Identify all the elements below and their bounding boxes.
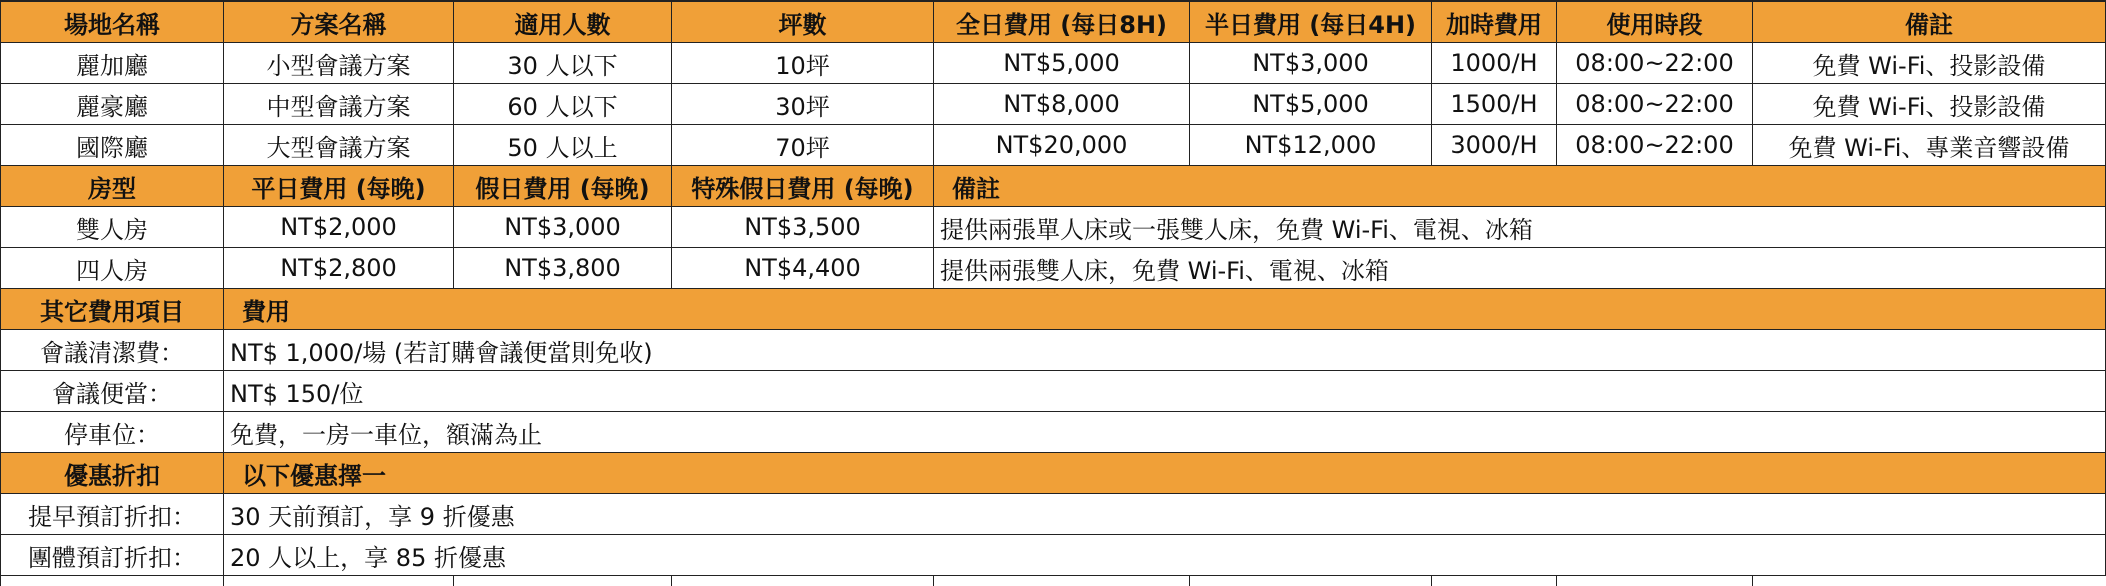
venue-header-cell[interactable]: 適用人數 — [454, 2, 672, 43]
rooms-cell[interactable]: NT$3,000 — [454, 207, 672, 248]
rooms-cell[interactable]: NT$3,500 — [672, 207, 934, 248]
discounts-cell[interactable]: 提早預訂折扣： — [0, 494, 224, 535]
rooms-header-cell[interactable]: 假日費用 (每晚) — [454, 166, 672, 207]
grid-stub — [454, 576, 672, 586]
discounts-row — [0, 494, 2106, 535]
rooms-cell[interactable]: 提供兩張雙人床，免費 Wi-Fi、電視、冰箱 — [934, 248, 2106, 289]
venue-row — [0, 43, 2106, 84]
grid-stub — [934, 576, 1190, 586]
other-fees-header-row — [0, 289, 2106, 330]
venue-header-row — [0, 2, 2106, 43]
venue-cell[interactable]: 08:00~22:00 — [1557, 84, 1753, 125]
rooms-cell[interactable]: NT$4,400 — [672, 248, 934, 289]
rooms-cell[interactable]: NT$2,000 — [224, 207, 454, 248]
venue-cell[interactable]: NT$5,000 — [934, 43, 1190, 84]
discounts-row — [0, 535, 2106, 576]
discounts-header-cell[interactable]: 優惠折扣 — [0, 453, 224, 494]
other-fees-cell[interactable]: 停車位： — [0, 412, 224, 453]
venue-header-cell[interactable]: 備註 — [1753, 2, 2106, 43]
venue-cell[interactable]: NT$12,000 — [1190, 125, 1432, 166]
other-fees-cell[interactable]: 會議便當： — [0, 371, 224, 412]
rooms-header-cell[interactable]: 房型 — [0, 166, 224, 207]
venue-row — [0, 84, 2106, 125]
discounts-cell[interactable]: 20 人以上，享 85 折優惠 — [224, 535, 2106, 576]
rooms-cell[interactable]: 雙人房 — [0, 207, 224, 248]
other-fees-header-cell[interactable]: 其它費用項目 — [0, 289, 224, 330]
rooms-header-row — [0, 166, 2106, 207]
rooms-cell[interactable]: 四人房 — [0, 248, 224, 289]
venue-header-cell[interactable]: 使用時段 — [1557, 2, 1753, 43]
venue-cell[interactable]: 60 人以下 — [454, 84, 672, 125]
rooms-header-cell[interactable]: 備註 — [934, 166, 2106, 207]
other-fees-cell[interactable]: NT$ 1,000/場 (若訂購會議便當則免收) — [224, 330, 2106, 371]
grid-stub — [0, 576, 224, 586]
venue-cell[interactable]: 中型會議方案 — [224, 84, 454, 125]
other-fees-cell[interactable]: NT$ 150/位 — [224, 371, 2106, 412]
rooms-cell[interactable]: NT$3,800 — [454, 248, 672, 289]
venue-cell[interactable]: NT$8,000 — [934, 84, 1190, 125]
grid-stub-row — [0, 576, 2106, 580]
venue-cell[interactable]: 08:00~22:00 — [1557, 125, 1753, 166]
grid-stub — [1190, 576, 1432, 586]
venue-cell[interactable]: 50 人以上 — [454, 125, 672, 166]
venue-cell[interactable]: 國際廳 — [0, 125, 224, 166]
venue-header-cell[interactable]: 場地名稱 — [0, 2, 224, 43]
other-fees-cell[interactable]: 會議清潔費： — [0, 330, 224, 371]
rooms-header-cell[interactable]: 平日費用 (每晚) — [224, 166, 454, 207]
other-fees-header-cell[interactable]: 費用 — [224, 289, 2106, 330]
venue-cell[interactable]: 免費 Wi-Fi、投影設備 — [1753, 84, 2106, 125]
venue-cell[interactable]: NT$20,000 — [934, 125, 1190, 166]
venue-cell[interactable]: 08:00~22:00 — [1557, 43, 1753, 84]
venue-cell[interactable]: 30坪 — [672, 84, 934, 125]
rooms-header-cell[interactable]: 特殊假日費用 (每晚) — [672, 166, 934, 207]
venue-cell[interactable]: NT$3,000 — [1190, 43, 1432, 84]
rooms-row — [0, 207, 2106, 248]
grid-stub — [224, 576, 454, 586]
venue-cell[interactable]: 大型會議方案 — [224, 125, 454, 166]
other-fees-row — [0, 330, 2106, 371]
other-fees-row — [0, 371, 2106, 412]
venue-header-cell[interactable]: 坪數 — [672, 2, 934, 43]
venue-header-cell[interactable]: 全日費用 (每日8H) — [934, 2, 1190, 43]
rooms-row — [0, 248, 2106, 289]
discounts-header-cell[interactable]: 以下優惠擇一 — [224, 453, 2106, 494]
venue-cell[interactable]: 1500/H — [1432, 84, 1557, 125]
venue-cell[interactable]: 10坪 — [672, 43, 934, 84]
venue-cell[interactable]: 70坪 — [672, 125, 934, 166]
venue-header-cell[interactable]: 方案名稱 — [224, 2, 454, 43]
venue-cell[interactable]: 麗豪廳 — [0, 84, 224, 125]
venue-cell[interactable]: NT$5,000 — [1190, 84, 1432, 125]
grid-stub — [1557, 576, 1753, 586]
discounts-cell[interactable]: 團體預訂折扣： — [0, 535, 224, 576]
venue-cell[interactable]: 免費 Wi-Fi、投影設備 — [1753, 43, 2106, 84]
grid-stub — [1432, 576, 1557, 586]
venue-header-cell[interactable]: 加時費用 — [1432, 2, 1557, 43]
grid-stub — [672, 576, 934, 586]
rooms-cell[interactable]: 提供兩張單人床或一張雙人床，免費 Wi-Fi、電視、冰箱 — [934, 207, 2106, 248]
venue-cell[interactable]: 麗加廳 — [0, 43, 224, 84]
venue-cell[interactable]: 小型會議方案 — [224, 43, 454, 84]
venue-cell[interactable]: 3000/H — [1432, 125, 1557, 166]
venue-cell[interactable]: 1000/H — [1432, 43, 1557, 84]
rooms-cell[interactable]: NT$2,800 — [224, 248, 454, 289]
discounts-cell[interactable]: 30 天前預訂，享 9 折優惠 — [224, 494, 2106, 535]
venue-row — [0, 125, 2106, 166]
discounts-header-row — [0, 453, 2106, 494]
venue-cell[interactable]: 免費 Wi-Fi、專業音響設備 — [1753, 125, 2106, 166]
other-fees-cell[interactable]: 免費，一房一車位，額滿為止 — [224, 412, 2106, 453]
other-fees-row — [0, 412, 2106, 453]
venue-header-cell[interactable]: 半日費用 (每日4H) — [1190, 2, 1432, 43]
venue-cell[interactable]: 30 人以下 — [454, 43, 672, 84]
